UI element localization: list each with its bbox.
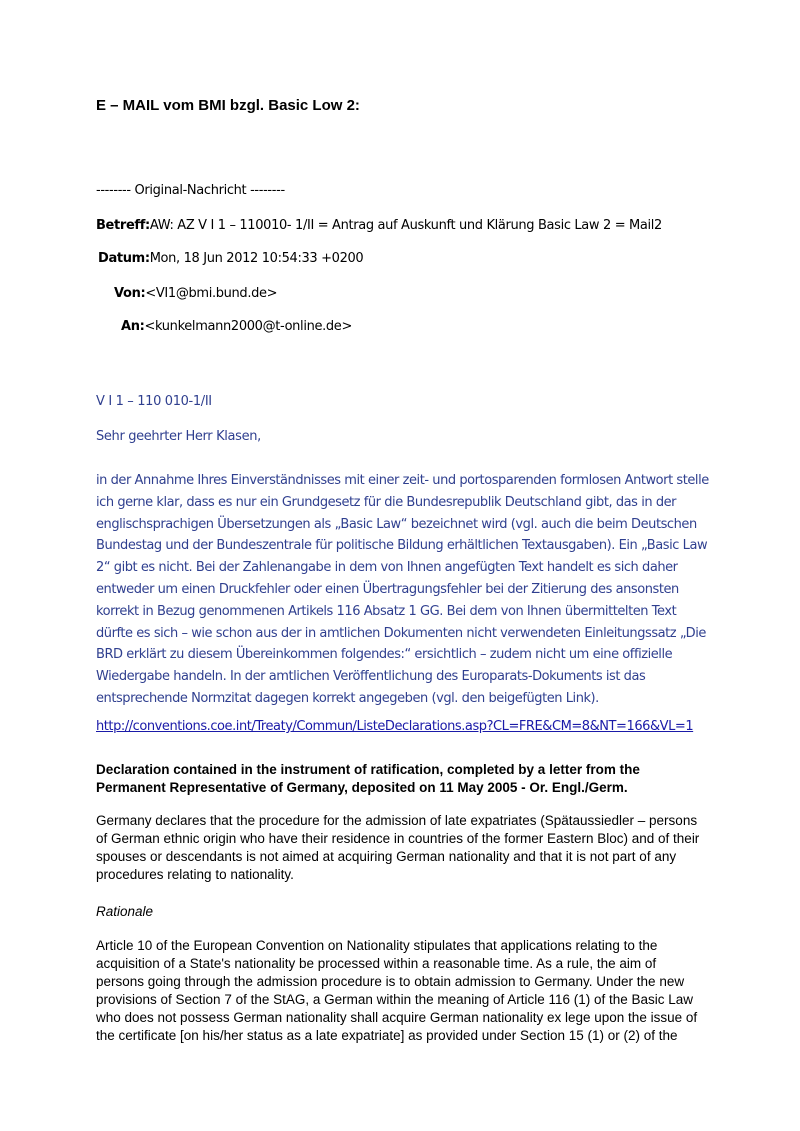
email-date-line [98,251,363,266]
body-line: dürfte es sich – wie schon aus der in amtlichen Dokumenten nicht verwendeten Einleitungssatz „Die [96,625,706,641]
article-paragraph [96,937,697,1045]
body-line: in der Annahme Ihres Einverständnisses mit einer zeit- und portosparenden formlosen Antwort stelle [96,473,709,488]
body-line: Bundestag und der Bundeszentrale für politische Bildung erhältlichen Textausgaben). Ein „Basic Law [96,538,708,554]
paragraph-line: Article 10 of the European Convention on Nationality stipulates that applications relating to the [96,938,658,953]
to-label: An: [121,319,145,334]
paragraph-line: Germany declares that the procedure for the admission of late expatriates (Spätaussiedler – persons [96,813,698,828]
body-line: ich gerne klar, dass es nur ein Grundgesetz für die Bundesrepublik Deutschland gibt, das in der [96,494,677,510]
reference-number: V I 1 – 110 010-1/II [96,394,212,409]
rationale-heading: Rationale [96,904,154,919]
email-to-line [121,319,352,334]
body-line: Wiedergabe handeln. In der amtlichen Veröffentlichung des Europarats-Dokuments ist das [96,669,646,685]
date-label: Datum: [98,251,150,266]
body-line: korrekt in Bezug genommenen Artikels 116 Absatz 1 GG. Bei dem von Ihnen übermittelten Text [96,603,677,619]
paragraph-line: of German ethnic origin who have their residence in countries of the former Eastern Bloc) and of their [96,831,700,846]
paragraph-line: provisions of Section 7 of the StAG, a German within the meaning of Article 116 (1) of the Basic Law [96,992,694,1007]
paragraph-line: spouses or descendants is not aimed at acquiring German nationality and that it is not part of any [96,849,677,864]
letter-body [96,470,736,710]
paragraph-line: the certificate [on his/her status as a late expatriate] as provided under Section 15 (1) or (2) of the [96,1028,678,1043]
to-value: <kunkelmann2000@t-online.de> [144,319,352,334]
document-title: E – MAIL vom BMI bzgl. Basic Low 2: [96,97,360,114]
declaration-line: Permanent Representative of Germany, deposited on 11 May 2005 - Or. Engl./Germ. [96,780,628,795]
from-value: <VI1@bmi.bund.de> [145,286,278,301]
original-message-separator: -------- Original-Nachricht -------- [96,183,285,198]
declaration-heading [96,761,640,797]
subject-label: Betreff: [96,218,150,233]
germany-declaration-paragraph [96,812,699,884]
paragraph-line: persons going through the admission procedure is to obtain admission to Germany. Under the new [96,974,685,989]
date-value: Mon, 18 Jun 2012 10:54:33 +0200 [149,251,364,266]
body-line: 2“ gibt es nicht. Bei der Zahlenangabe in dem von Ihnen angefügten Text handelt es sich daher [96,560,678,576]
paragraph-line: procedures relating to nationality. [96,867,294,882]
subject-value: AW: AZ V I 1 – 110010- 1/II = Antrag auf Auskunft und Klärung Basic Law 2 = Mail2 [149,218,662,233]
body-line: entweder um einen Druckfehler oder einen Übertragungsfehler bei der Zitierung des ansonsten [96,581,679,597]
body-line: entsprechende Normzitat dagegen korrekt angegeben (vgl. den beigefügten Link). [96,690,599,706]
declaration-line: Declaration contained in the instrument of ratification, completed by a letter from the [96,762,640,777]
body-line: BRD erklärt zu diesem Übereinkommen folgendes:“ ersichtlich – zudem nicht um eine offizielle [96,647,673,663]
email-subject-line [96,218,662,233]
paragraph-line: acquisition of a State's nationality be processed within a reasonable time. As a rule, the aim of [96,956,657,971]
from-label: Von: [114,286,146,301]
paragraph-line: who does not possess German nationality shall acquire German nationality ex lege upon the issue of [96,1010,698,1025]
convention-link[interactable]: http://conventions.coe.int/Treaty/Commun/ListeDeclarations.asp?CL=FRE&CM=8&NT=166&VL=1 [96,719,694,734]
greeting: Sehr geehrter Herr Klasen, [96,429,261,444]
body-line: englischsprachigen Übersetzungen als „Basic Law“ bezeichnet wird (vgl. auch die beim Deutschen [96,516,697,532]
email-from-line [114,286,277,301]
